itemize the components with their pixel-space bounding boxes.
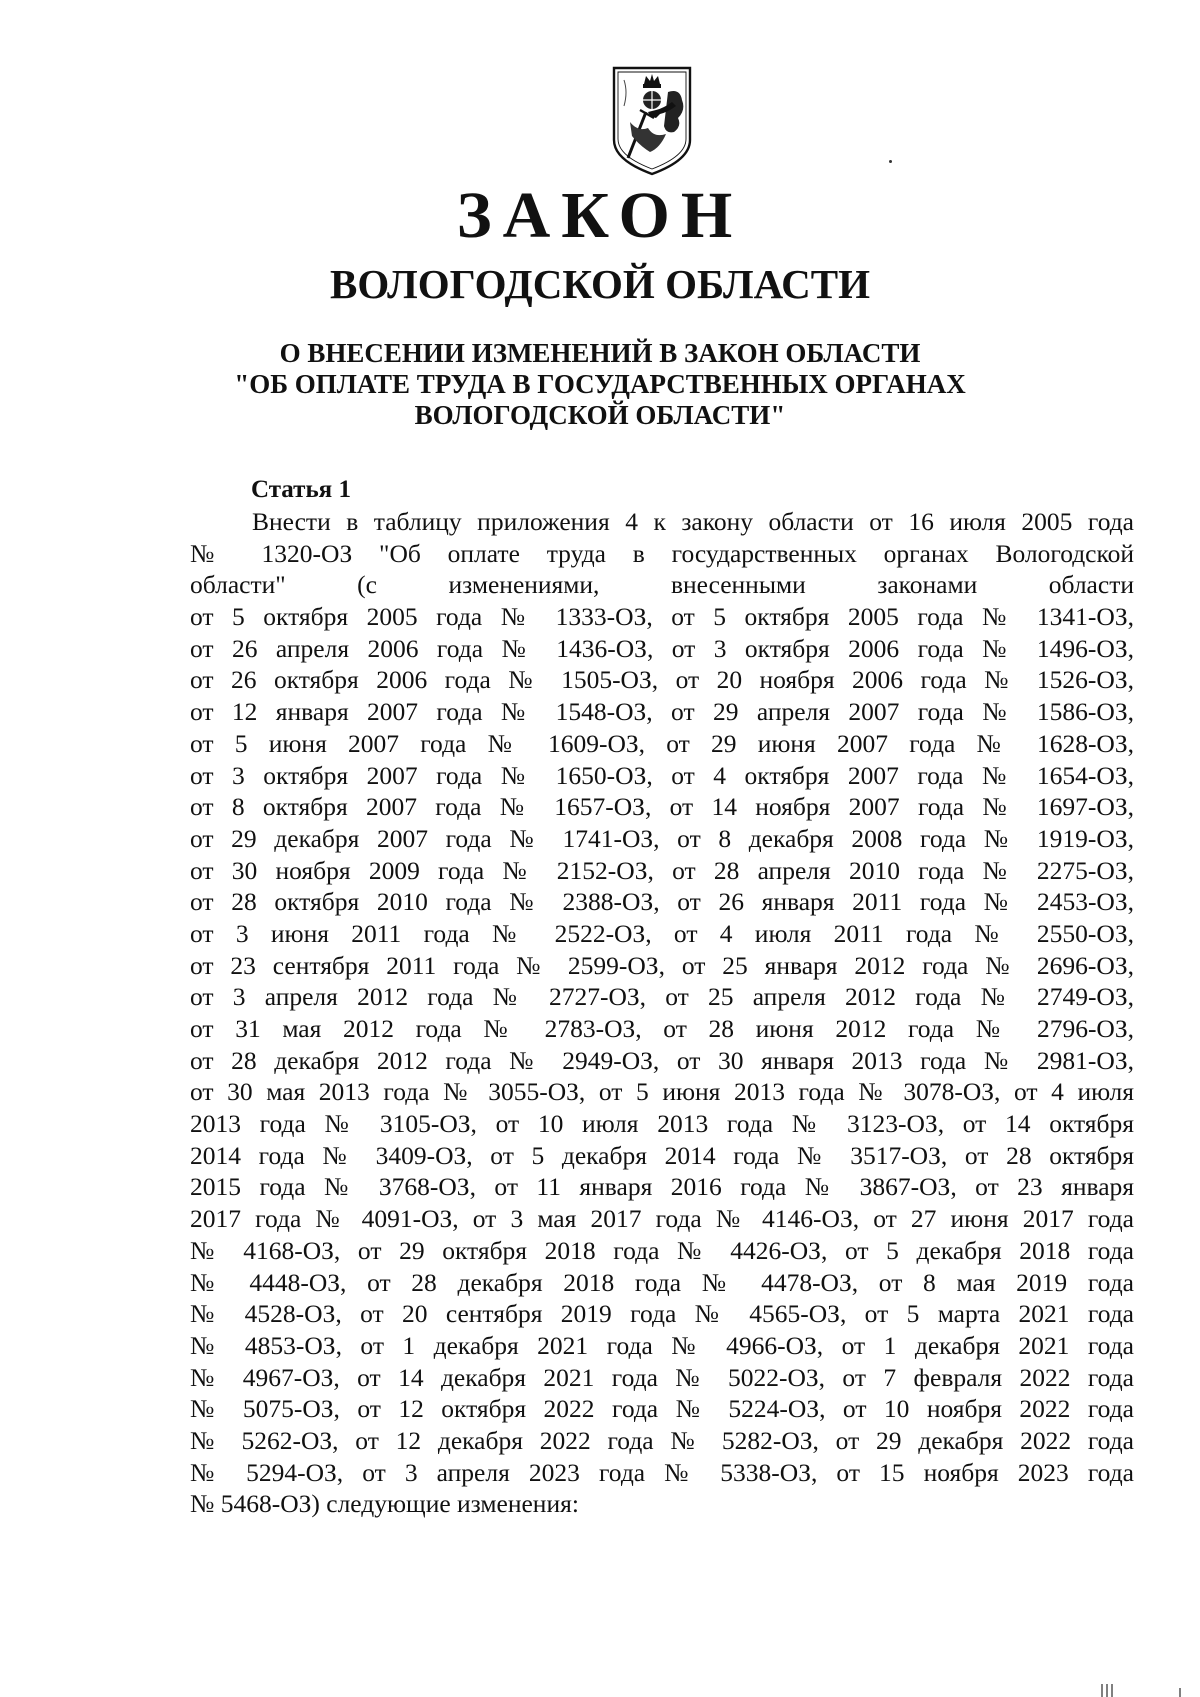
law-heading-line: ВОЛОГОДСКОЙ ОБЛАСТИ" bbox=[414, 400, 786, 430]
article-text-line: № 4853-ОЗ, от 1 декабря 2021 года № 4966-ОЗ, от 1 декабря 2021 года bbox=[190, 1330, 1134, 1360]
law-heading bbox=[0, 338, 1200, 431]
article-text-line: области" (с изменениями, внесенными законами области bbox=[190, 570, 1134, 600]
article-text-line: от 3 октября 2007 года № 1650-ОЗ, от 4 октября 2007 года № 1654-ОЗ, bbox=[190, 760, 1134, 790]
article-text-line: № 4168-ОЗ, от 29 октября 2018 года № 4426-ОЗ, от 5 декабря 2018 года bbox=[190, 1235, 1134, 1265]
article-text-line: от 5 июня 2007 года № 1609-ОЗ, от 29 июня 2007 года № 1628-ОЗ, bbox=[190, 728, 1134, 758]
article-text-line: № 4528-ОЗ, от 20 сентября 2019 года № 4565-ОЗ, от 5 марта 2021 года bbox=[190, 1299, 1134, 1329]
article-text-line: № 5075-ОЗ, от 12 октября 2022 года № 5224-ОЗ, от 10 ноября 2022 года bbox=[190, 1394, 1134, 1424]
article-text-line: от 31 мая 2012 года № 2783-ОЗ, от 28 июня 2012 года № 2796-ОЗ, bbox=[190, 1014, 1134, 1043]
article-text-line: от 30 ноября 2009 года № 2152-ОЗ, от 28 апреля 2010 года № 2275-ОЗ, bbox=[190, 855, 1134, 885]
article-text-line: от 5 октября 2005 года № 1333-ОЗ, от 5 октября 2005 года № 1341-ОЗ, bbox=[190, 602, 1134, 632]
article-text-line: 2013 года № 3105-ОЗ, от 10 июля 2013 года № 3123-ОЗ, от 14 октября bbox=[190, 1109, 1134, 1139]
article-text-line: 2017 года № 4091-ОЗ, от 3 мая 2017 года № 4146-ОЗ, от 27 июня 2017 года bbox=[190, 1204, 1134, 1234]
article-text-line: № 5294-ОЗ, от 3 апреля 2023 года № 5338-ОЗ, от 15 ноября 2023 года bbox=[190, 1457, 1134, 1487]
law-heading-line: "ОБ ОПЛАТЕ ТРУДА В ГОСУДАРСТВЕННЫХ ОРГАНАХ bbox=[234, 369, 966, 399]
article-text-line: от 3 июня 2011 года № 2522-ОЗ, от 4 июля 2011 года № 2550-ОЗ, bbox=[190, 918, 1134, 948]
article-text-line: от 29 декабря 2007 года № 1741-ОЗ, от 8 декабря 2008 года № 1919-ОЗ, bbox=[190, 823, 1134, 853]
article-title: Статья 1 bbox=[251, 476, 351, 503]
article-text-line: 2014 года № 3409-ОЗ, от 5 декабря 2014 года № 3517-ОЗ, от 28 октября bbox=[190, 1140, 1134, 1170]
article-text-line: № 1320-ОЗ "Об оплате труда в государственных органах Вологодской bbox=[190, 538, 1134, 568]
article-text-line: № 4448-ОЗ, от 28 декабря 2018 года № 4478-ОЗ, от 8 мая 2019 года bbox=[190, 1267, 1134, 1297]
coat-of-arms-icon bbox=[610, 62, 694, 178]
article-text-line: от 26 октября 2006 года № 1505-ОЗ, от 20 ноября 2006 года № 1526-ОЗ, bbox=[190, 665, 1134, 695]
document-subtitle: ВОЛОГОДСКОЙ ОБЛАСТИ bbox=[329, 261, 871, 307]
article-text-line: Внести в таблицу приложения 4 к закону области от 16 июля 2005 года bbox=[252, 507, 1134, 536]
article-text-line: от 28 октября 2010 года № 2388-ОЗ, от 26 января 2011 года № 2453-ОЗ, bbox=[190, 887, 1134, 917]
article-text-line: от 12 января 2007 года № 1548-ОЗ, от 29 апреля 2007 года № 1586-ОЗ, bbox=[190, 697, 1134, 727]
scan-edge-marks bbox=[1086, 1684, 1186, 1697]
article-body bbox=[190, 506, 1134, 1520]
article-text-line: № 4967-ОЗ, от 14 декабря 2021 года № 5022-ОЗ, от 7 февраля 2022 года bbox=[190, 1362, 1134, 1392]
article-text-line: от 8 октября 2007 года № 1657-ОЗ, от 14 ноября 2007 года № 1697-ОЗ, bbox=[190, 792, 1134, 822]
article-text-line: от 28 декабря 2012 года № 2949-ОЗ, от 30 января 2013 года № 2981-ОЗ, bbox=[190, 1045, 1134, 1075]
article-text-line: от 26 апреля 2006 года № 1436-ОЗ, от 3 октября 2006 года № 1496-ОЗ, bbox=[190, 633, 1134, 663]
article-text-line: № 5262-ОЗ, от 12 декабря 2022 года № 5282-ОЗ, от 29 декабря 2022 года bbox=[190, 1425, 1134, 1455]
article-text-line: № 5468-ОЗ) следующие изменения: bbox=[190, 1489, 579, 1519]
article-text-line: от 23 сентября 2011 года № 2599-ОЗ, от 25 января 2012 года № 2696-ОЗ, bbox=[190, 950, 1134, 980]
article-text-line: от 3 апреля 2012 года № 2727-ОЗ, от 25 апреля 2012 года № 2749-ОЗ, bbox=[190, 982, 1134, 1012]
article-text-line: 2015 года № 3768-ОЗ, от 11 января 2016 года № 3867-ОЗ, от 23 января bbox=[190, 1172, 1134, 1202]
document-title: ЗАКОН bbox=[456, 179, 744, 252]
scan-speck bbox=[889, 160, 892, 163]
law-heading-line: О ВНЕСЕНИИ ИЗМЕНЕНИЙ В ЗАКОН ОБЛАСТИ bbox=[279, 338, 921, 368]
article-text-line: от 30 мая 2013 года № 3055-ОЗ, от 5 июня 2013 года № 3078-ОЗ, от 4 июля bbox=[190, 1077, 1134, 1107]
